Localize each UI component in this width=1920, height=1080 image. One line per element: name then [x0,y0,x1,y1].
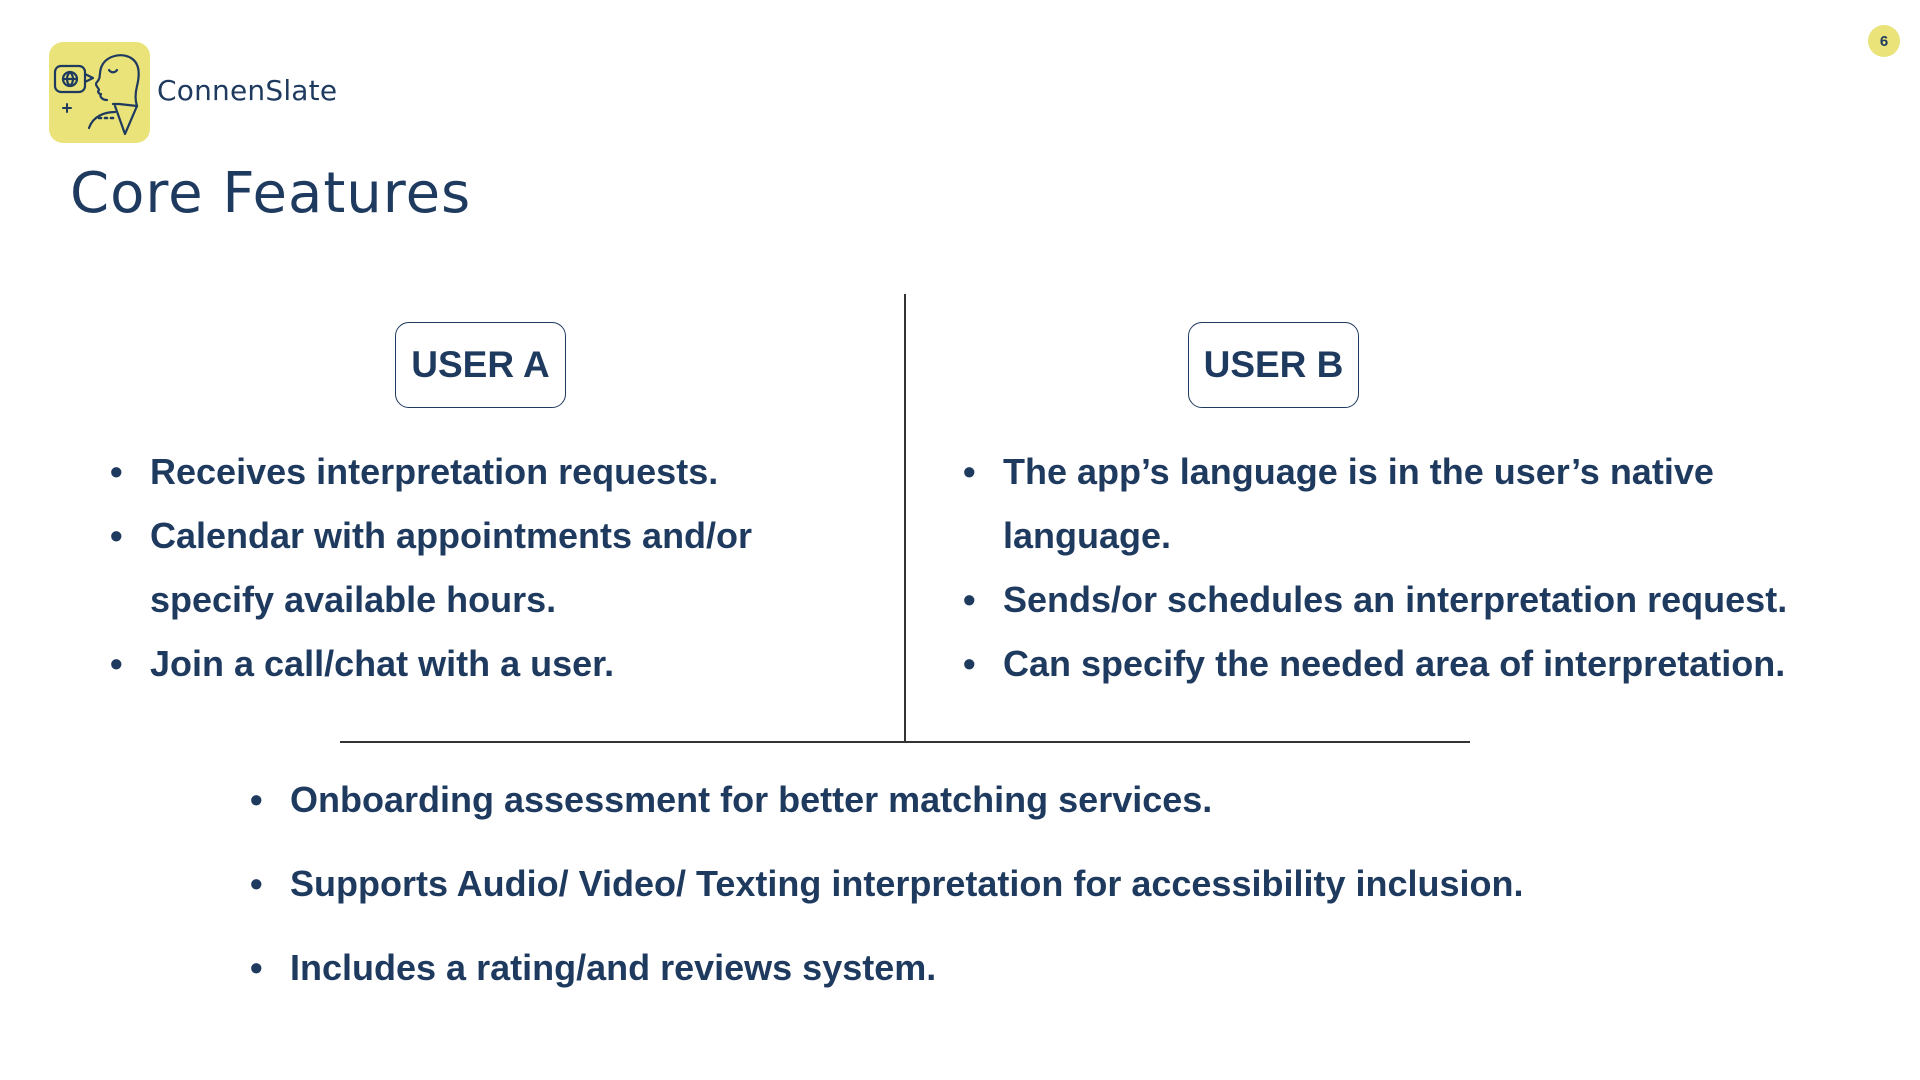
list-item-text: Can specify the needed area of interpretation. [1003,643,1786,684]
brand-name: ConnenSlate [157,74,338,107]
user-b-feature-list [963,440,1883,696]
list-item [963,568,1883,632]
list-item [963,632,1883,696]
face-speech-globe-icon [49,42,150,143]
page-title: Core Features [70,161,472,226]
list-item [110,440,830,504]
list-item-text: Calendar with appointments and/or specify available hours. [150,515,753,620]
shared-feature-list [250,768,1750,1020]
list-item-text: Onboarding assessment for better matching services. [290,779,1213,820]
bullet-icon: • [110,643,123,684]
bullet-icon: • [963,643,976,684]
list-item [963,440,1883,568]
list-item [250,852,1750,916]
vertical-divider [904,294,906,742]
list-item-text: Join a call/chat with a user. [150,643,615,684]
bullet-icon: • [963,451,976,492]
list-item-text: Sends/or schedules an interpretation request. [1003,579,1788,620]
bullet-icon: • [250,947,263,988]
user-b-label: USER B [1188,322,1359,408]
user-a-label: USER A [395,322,566,408]
bullet-icon: • [110,515,123,556]
list-item [250,768,1750,832]
list-item [250,936,1750,1000]
horizontal-divider [340,741,1470,743]
bullet-icon: • [250,779,263,820]
list-item [110,632,830,696]
user-a-feature-list [110,440,830,696]
list-item-text: Supports Audio/ Video/ Texting interpretation for accessibility inclusion. [290,863,1524,904]
slide-number-badge: 6 [1868,25,1900,57]
bullet-icon: • [963,579,976,620]
bullet-icon: • [250,863,263,904]
list-item [110,504,830,632]
brand-logo [49,42,150,143]
list-item-text: Includes a rating/and reviews system. [290,947,937,988]
bullet-icon: • [110,451,123,492]
list-item-text: The app’s language is in the user’s native language. [1003,451,1714,556]
list-item-text: Receives interpretation requests. [150,451,719,492]
